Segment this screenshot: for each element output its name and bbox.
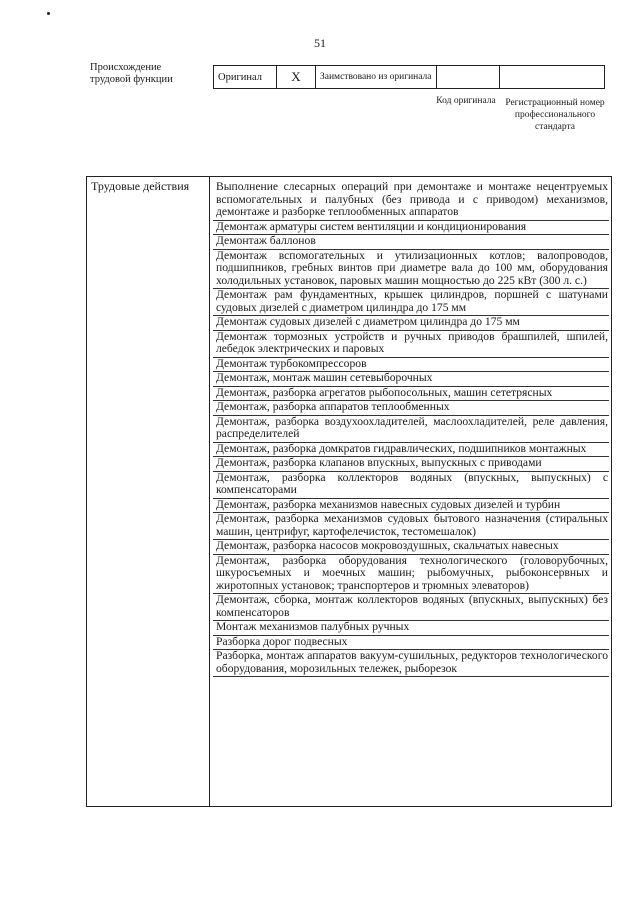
scan-speck	[47, 12, 50, 15]
column-divider	[209, 177, 210, 806]
action-item: Демонтаж, разборка воздухоохладителей, маслоохладителей, реле давления, распределителей	[213, 416, 609, 443]
action-item: Выполнение слесарных операций при демонтаже и монтаже нецентруемых вспомогательных и палубных (без привода и с приводом) механизмов, демонтаже и разборке теплообменных аппаратов	[213, 181, 609, 221]
borrowed-cell: Заимствовано из оригинала	[316, 66, 437, 89]
action-item: Демонтаж турбокомпрессоров	[213, 358, 609, 373]
action-item: Демонтаж судовых дизелей с диаметром цилиндра до 175 мм	[213, 316, 609, 331]
action-item: Демонтаж вспомогательных и утилизационных котлов; валопроводов, подшипников, гребных винтов при диаметре вала до 100 мм, оборудования холодильных установок, паровых машин мощностью до 225 кВт (300 л. с.)	[213, 250, 609, 290]
original-cell: Оригинал	[214, 66, 277, 89]
reg-number-cell	[500, 66, 605, 89]
action-item: Демонтаж рам фундаментных, крышек цилиндров, поршней с шатунами судовых дизелей с диаметром цилиндра до 175 мм	[213, 289, 609, 316]
section-label: Трудовые действия	[91, 179, 190, 193]
original-mark: X	[277, 66, 316, 89]
action-item: Разборка дорог подвесных	[213, 636, 609, 651]
code-cell	[437, 66, 500, 89]
action-item: Демонтаж, разборка агрегатов рыбопосольных, машин сететрясных	[213, 387, 609, 402]
page-number: 51	[314, 36, 326, 50]
origin-table	[213, 65, 605, 89]
action-item: Монтаж механизмов палубных ручных	[213, 621, 609, 636]
action-item: Демонтаж, сборка, монтаж коллекторов водяных (впускных, выпускных) без компенсаторов	[213, 594, 609, 621]
action-item: Демонтаж тормозных устройств и ручных приводов брашпилей, шпилей, лебедок электрических и паровых	[213, 331, 609, 358]
action-item: Демонтаж, монтаж машин сетевыборочных	[213, 372, 609, 387]
action-item: Демонтаж, разборка коллекторов водяных (впускных, выпускных) с компенсаторами	[213, 472, 609, 499]
origin-label: Происхождение трудовой функции	[90, 62, 173, 85]
code-caption: Код оригинала	[436, 96, 496, 106]
action-item: Разборка, монтаж аппаратов вакуум-сушильных, редукторов технологического оборудования, морозильных тележек, рыборезок	[213, 650, 609, 677]
labor-actions-table	[86, 176, 612, 807]
action-item: Демонтаж, разборка аппаратов теплообменных	[213, 401, 609, 416]
action-item: Демонтаж, разборка домкратов гидравлических, подшипников монтажных	[213, 443, 609, 458]
reg-number-caption: Регистрационный номер профессионального стандарта	[505, 98, 605, 132]
action-item: Демонтаж, разборка насосов мокровоздушных, скальчатых навесных	[213, 540, 609, 555]
action-item: Демонтаж, разборка оборудования технологического (головорубочных, шкуросъемных и моечных машин; рыбомучных, рыбоконсервных и жиротопных установок; транспортеров и трюмных элеваторов)	[213, 555, 609, 595]
actions-list	[213, 181, 609, 677]
action-item: Демонтаж, разборка механизмов навесных судовых дизелей и турбин	[213, 499, 609, 514]
action-item: Демонтаж арматуры систем вентиляции и кондиционирования	[213, 221, 609, 236]
action-item: Демонтаж, разборка механизмов судовых бытового назначения (стиральных машин, центрифуг, картофелечисток, тестомешалок)	[213, 513, 609, 540]
action-item: Демонтаж баллонов	[213, 235, 609, 250]
action-item: Демонтаж, разборка клапанов впускных, выпускных с приводами	[213, 457, 609, 472]
